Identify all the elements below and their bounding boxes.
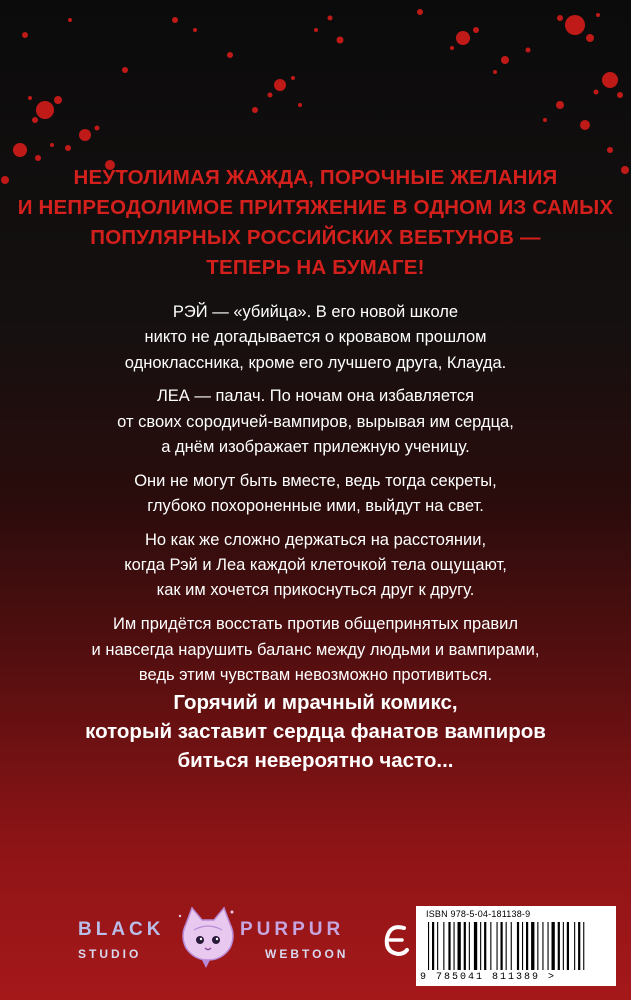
barcode-bar: [531, 922, 534, 970]
headline: [0, 163, 631, 283]
tagline-line: Горячий и мрачный комикс,: [173, 691, 458, 714]
barcode-bar: [448, 922, 450, 970]
barcode-bar: [574, 922, 575, 970]
barcode-bar: [526, 922, 528, 970]
black-purpur-logo: [70, 912, 360, 972]
barcode-bar: [578, 922, 580, 970]
barcode-bar: [443, 922, 444, 970]
barcode-bar: [437, 922, 438, 970]
isbn-text: ISBN 978-5-04-181138-9: [426, 909, 531, 919]
barcode-bar: [542, 922, 543, 970]
headline-line: НЕУТОЛИМАЯ ЖАЖДА, ПОРОЧНЫЕ ЖЕЛАНИЯ: [73, 166, 558, 189]
barcode-bar: [458, 922, 461, 970]
barcode-bars: [426, 922, 606, 970]
description-line: глубоко похороненные ими, выйдут на свет.: [147, 497, 484, 516]
description-paragraph: [0, 384, 631, 460]
brand-studio-text: STUDIO: [78, 947, 142, 961]
barcode-bar: [469, 922, 470, 970]
barcode-bar: [511, 922, 512, 970]
description-line: РЭЙ — «убийца». В его новой школе: [172, 303, 459, 321]
description-line: и навсегда нарушить баланс между людьми и вампирами,: [91, 640, 540, 659]
barcode-bar: [501, 922, 503, 970]
tagline-line: биться невероятно часто...: [177, 749, 454, 772]
headline-line: ТЕПЕРЬ НА БУМАГЕ!: [206, 256, 425, 279]
description-line: ведь этим чувствам невозможно противиться.: [138, 665, 493, 684]
description-paragraph: [0, 528, 631, 604]
barcode-bar: [558, 922, 560, 970]
barcode-bar: [490, 922, 491, 970]
barcode-bar: [432, 922, 434, 970]
cat-mascot-icon: [172, 902, 244, 974]
description-line: как им хочется прикоснуться друг к другу.: [156, 581, 475, 600]
description-line: а днём изображает прилежную ученицу.: [161, 437, 470, 456]
tagline-line: который заставит сердца фанатов вампиров: [85, 720, 546, 743]
barcode-bar: [552, 922, 555, 970]
tagline: [0, 688, 631, 775]
description-paragraph: [0, 300, 631, 376]
barcode-bar: [480, 922, 481, 970]
barcode-bar: [474, 922, 477, 970]
description-line: когда Рэй и Леа каждой клеточкой тела ощущают,: [124, 556, 507, 575]
brand-webtoon-text: WEBTOON: [265, 947, 349, 961]
barcode-bar: [548, 922, 549, 970]
description-line: Но как же сложно держаться на расстоянии,: [144, 530, 487, 549]
barcode-bar: [506, 922, 507, 970]
ean-digits: 9 785041 811389 >: [420, 972, 557, 983]
eksmo-logo-icon: [382, 916, 410, 966]
barcode-bar: [484, 922, 486, 970]
barcode-bar: [497, 922, 498, 970]
description-line: никто не догадывается о кровавом прошлом: [144, 328, 487, 347]
barcode-bar: [567, 922, 569, 970]
barcode-bar: [563, 922, 564, 970]
barcode-bar: [428, 922, 429, 970]
description-line: Им придётся восстать против общепринятых правил: [112, 615, 518, 634]
description-paragraph: [0, 612, 631, 688]
headline-line: И НЕПРЕОДОЛИМОЕ ПРИТЯЖЕНИЕ В ОДНОМ ИЗ САМЫХ: [17, 196, 614, 219]
description-line: Они не могут быть вместе, ведь тогда секреты,: [134, 471, 497, 490]
description-line: ЛЕА — палач. По ночам она избавляется: [156, 387, 475, 406]
description: [0, 300, 631, 697]
barcode-bar: [464, 922, 466, 970]
description-line: одноклассника, кроме его лучшего друга, Клауда.: [124, 353, 507, 372]
barcode-bar: [583, 922, 584, 970]
description-paragraph: [0, 469, 631, 520]
barcode-bar: [517, 922, 519, 970]
description-line: от своих сородичей-вампиров, вырывая им сердца,: [117, 412, 514, 431]
barcode-bar: [522, 922, 523, 970]
barcode-bar: [537, 922, 538, 970]
barcode-label: [416, 906, 616, 986]
brand-purpur-text: PURPUR: [240, 919, 345, 940]
headline-line: ПОПУЛЯРНЫХ РОССИЙСКИХ ВЕБТУНОВ —: [90, 226, 541, 249]
brand-black-text: BLACK: [78, 919, 165, 940]
barcode-bar: [454, 922, 455, 970]
